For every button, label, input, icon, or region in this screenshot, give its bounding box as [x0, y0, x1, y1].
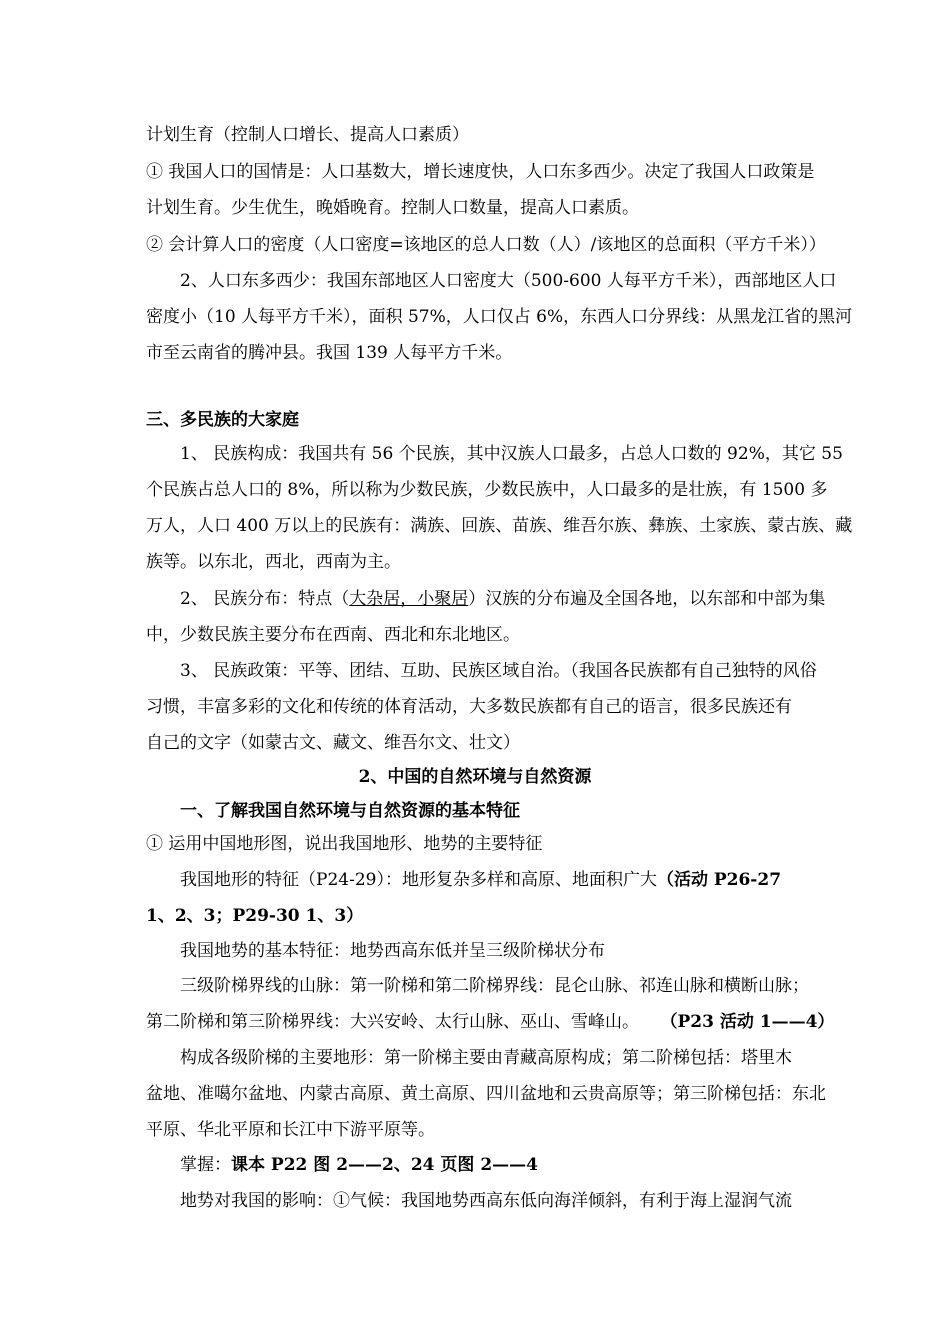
text-span: 我国地形的特征（P24-29）：地形复杂多样和高原、地面积广大 — [180, 870, 657, 890]
text-line — [146, 1010, 834, 1034]
text-line: 习惯，丰富多彩的文化和传统的体育活动，大多数民族都有自己的语言，很多民族还有 — [146, 697, 792, 717]
text-span: 2、 民族分布：特点（ — [180, 589, 350, 609]
text-span: 掌握： — [180, 1155, 231, 1175]
text-line: 族等。以东北，西北，西南为主。 — [146, 552, 401, 572]
text-line: 计划生育。少生优生，晚婚晚育。控制人口数量，提高人口素质。 — [146, 198, 639, 218]
bold-text: 课本 P22 图 2——2、24 页图 2——4 — [231, 1155, 539, 1175]
text-line: 计划生育（控制人口增长、提高人口素质） — [146, 125, 469, 145]
text-line: 我国地势的基本特征：地势西高东低并呈三级阶梯状分布 — [180, 941, 605, 961]
subsection-heading: 一、了解我国自然环境与自然资源的基本特征 — [180, 801, 520, 821]
text-line: 中，少数民族主要分布在西南、西北和东北地区。 — [146, 625, 520, 645]
bold-text: （P23 活动 1——4） — [669, 1012, 835, 1032]
text-line: 地势对我国的影响：①气候：我国地势西高东低向海洋倾斜，有利于海上湿润气流 — [180, 1191, 792, 1211]
text-line: ① 运用中国地形图，说出我国地形、地势的主要特征 — [146, 834, 543, 854]
text-line: 市至云南省的腾冲县。我国 139 人每平方千米。 — [146, 343, 513, 363]
chapter-title: 2、中国的自然环境与自然资源 — [358, 767, 592, 787]
text-line: ① 我国人口的国情是：人口基数大，增长速度快，人口东多西少。决定了我国人口政策是 — [146, 162, 815, 182]
text-line: 2、人口东多西少：我国东部地区人口密度大（500-600 人每平方千米），西部地区人口 — [180, 271, 837, 291]
text-line: 1、2、3；P29-30 1、3） — [146, 906, 364, 926]
text-span: ）汉族的分布遍及全国各地，以东部和中部为集 — [468, 589, 826, 609]
text-line: 平原、华北平原和长江中下游平原等。 — [146, 1120, 435, 1140]
underlined-text: 大杂居，小聚居 — [349, 589, 469, 609]
text-line: 构成各级阶梯的主要地形：第一阶梯主要由青藏高原构成；第二阶梯包括：塔里木 — [180, 1048, 792, 1068]
text-line: 三级阶梯界线的山脉：第一阶梯和第二阶梯界线：昆仑山脉、祁连山脉和横断山脉； — [180, 976, 809, 996]
bold-text: （活动 P26-27 — [656, 870, 782, 890]
section-heading: 三、多民族的大家庭 — [146, 410, 299, 430]
text-line: 密度小（10 人每平方千米），面积 57%，人口仅占 6%，东西人口分界线：从黑龙江省的黑河 — [146, 307, 853, 327]
text-line: 1、 民族构成：我国共有 56 个民族，其中汉族人口最多，占总人口数的 92%，其它 55 — [180, 444, 843, 464]
text-line: 盆地、准噶尔盆地、内蒙古高原、黄土高原、四川盆地和云贵高原等；第三阶梯包括：东北 — [146, 1084, 826, 1104]
text-line — [180, 587, 825, 611]
text-span: 第二阶梯和第三阶梯界线：大兴安岭、太行山脉、巫山、雪峰山。 — [146, 1012, 639, 1032]
text-line: 个民族占总人口的 8%，所以称为少数民族，少数民族中，人口最多的是壮族，有 1500 多 — [146, 480, 828, 500]
text-line — [180, 1153, 538, 1177]
text-line: 自己的文字（如蒙古文、藏文、维吾尔文、壮文） — [146, 733, 520, 753]
text-line — [180, 868, 781, 892]
text-line: 万人，人口 400 万以上的民族有：满族、回族、苗族、维吾尔族、彝族、土家族、蒙古族、藏 — [146, 516, 853, 536]
text-line: 3、 民族政策：平等、团结、互助、民族区域自治。（我国各民族都有自己独特的风俗 — [180, 661, 817, 681]
text-line: ② 会计算人口的密度（人口密度=该地区的总人口数（人）/该地区的总面积（平方千米）） — [146, 235, 826, 255]
